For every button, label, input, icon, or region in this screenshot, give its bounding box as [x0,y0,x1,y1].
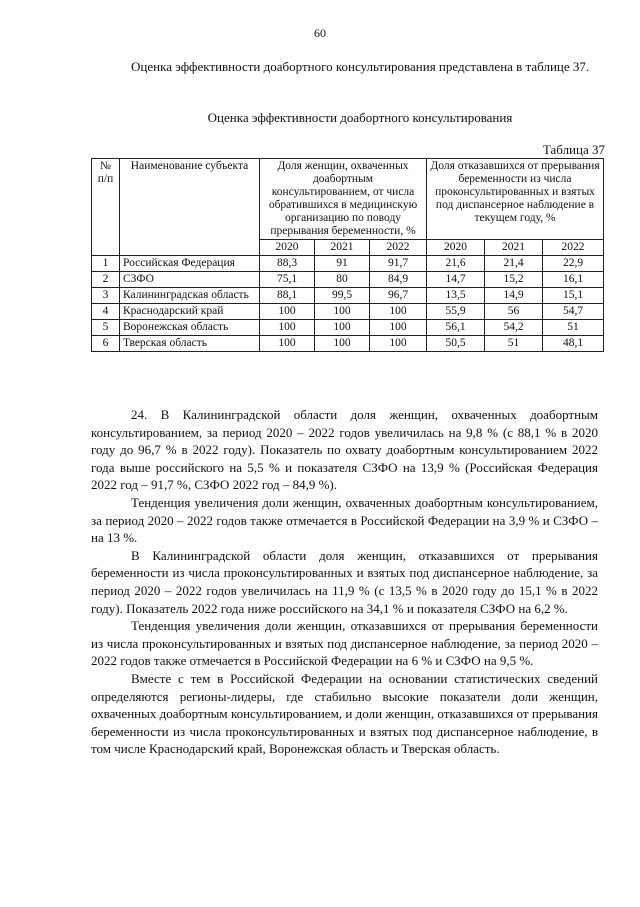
paragraph: Тенденция увеличения доли женщин, охваченных доабортным консультированием, за период 2020 – 2022 годов также отмечается в Российской Федерации на 3,9 % и СЗФО – на 13 %. [91,494,598,546]
value-cell: 22,9 [543,256,604,272]
value-cell: 75,1 [260,272,315,288]
subject-name: Калининградская область [120,288,260,304]
value-cell: 48,1 [543,336,604,352]
header-year: 2021 [485,240,543,256]
paragraph: Тенденция увеличения доли женщин, отказавшихся от прерывания беременности из числа проконсультированных и взятых под диспансерное наблюдение, за период 2020 – 2022 годов также отмечается в Российской Федерации на 6 % и СЗФО на 9,5 %. [91,618,598,669]
paragraph: Вместе с тем в Российской Федерации на основании статистических сведений определяются регионы-лидеры, где стабильно высокие показатели доли женщин, охваченных доабортным консультированием, и доли женщин, отказавшихся от прерывания беременности из числа проконсультированных и взятых под диспансерное наблюдение, в том числе Краснодарский край, Воронежская область и Тверская область. [91,670,598,757]
value-cell: 100 [315,304,370,320]
header-year: 2022 [370,240,427,256]
value-cell: 100 [370,320,427,336]
header-refused-share: Доля отказавшихся от прерывания беременности из числа проконсультированных и взятых под диспансерное наблюдение в текущем году, % [427,159,604,240]
value-cell: 91 [315,256,370,272]
value-cell: 88,1 [260,288,315,304]
value-cell: 80 [315,272,370,288]
intro-paragraph: Оценка эффективности доабортного консультирования представлена в таблице 37. [131,59,590,74]
value-cell: 51 [485,336,543,352]
row-number: 6 [92,336,120,352]
value-cell: 16,1 [543,272,604,288]
value-cell: 21,4 [485,256,543,272]
value-cell: 14,7 [427,272,485,288]
table-title: Оценка эффективности доабортного консультирования [207,110,513,125]
value-cell: 51 [543,320,604,336]
value-cell: 96,7 [370,288,427,304]
value-cell: 99,5 [315,288,370,304]
value-cell: 15,1 [543,288,604,304]
value-cell: 100 [370,336,427,352]
value-cell: 55,9 [427,304,485,320]
value-cell: 100 [315,336,370,352]
value-cell: 54,7 [543,304,604,320]
value-cell: 13,5 [427,288,485,304]
paragraph: В Калининградской области доля женщин, отказавшихся от прерывания беременности из числа проконсультированных и взятых под диспансерное наблюдение, за период 2020 – 2022 годов увеличилась на 11,9 % (с 13,5 % в 2020 году до 15,1 % в 2022 году). Показатель 2022 года ниже российского на 34,1 % и показателя СЗФО на 6,2 %. [91,547,598,616]
table-row [92,288,604,304]
table-label: Таблица 37 [542,142,605,157]
subject-name: Тверская область [120,336,260,352]
value-cell: 100 [260,336,315,352]
value-cell: 100 [370,304,427,320]
table-row [92,336,604,352]
row-number: 2 [92,272,120,288]
value-cell: 56,1 [427,320,485,336]
row-number: 5 [92,320,120,336]
header-year: 2020 [260,240,315,256]
value-cell: 100 [260,304,315,320]
table-row [92,256,604,272]
subject-name: Российская Федерация [120,256,260,272]
value-cell: 100 [260,320,315,336]
table-row [92,304,604,320]
subject-name: Воронежская область [120,320,260,336]
row-number: 4 [92,304,120,320]
row-number: 3 [92,288,120,304]
value-cell: 84,9 [370,272,427,288]
row-number: 1 [92,256,120,272]
value-cell: 50,5 [427,336,485,352]
value-cell: 91,7 [370,256,427,272]
value-cell: 56 [485,304,543,320]
header-year: 2020 [427,240,485,256]
page-number: 60 [314,26,326,40]
table-row [92,272,604,288]
value-cell: 21,6 [427,256,485,272]
table-row [92,320,604,336]
body-text [91,406,598,758]
value-cell: 14,9 [485,288,543,304]
value-cell: 100 [315,320,370,336]
subject-name: СЗФО [120,272,260,288]
header-year: 2022 [543,240,604,256]
header-number: № п/п [92,159,120,256]
header-year: 2021 [315,240,370,256]
value-cell: 88,3 [260,256,315,272]
header-consulted-share: Доля женщин, охваченных доабортным консультированием, от числа обратившихся в медицинскую организацию по поводу прерывания беременности, % [260,159,427,240]
paragraph: 24. В Калининградской области доля женщин, охваченных доабортным консультированием, за период 2020 – 2022 годов увеличилась на 9,8 % (с 88,1 % в 2020 году до 96,7 % в 2022 году). Показатель по охвату доабортным консультированием 2022 года выше российского на 5,5 % и показателя СЗФО на 13,9 % (Российская Федерация 2022 год – 91,7 %, СЗФО 2022 год – 84,9 %). [91,407,598,493]
header-subject-name: Наименование субъекта [120,159,260,256]
subject-name: Краснодарский край [120,304,260,320]
efficiency-table [91,158,604,352]
value-cell: 15,2 [485,272,543,288]
value-cell: 54,2 [485,320,543,336]
